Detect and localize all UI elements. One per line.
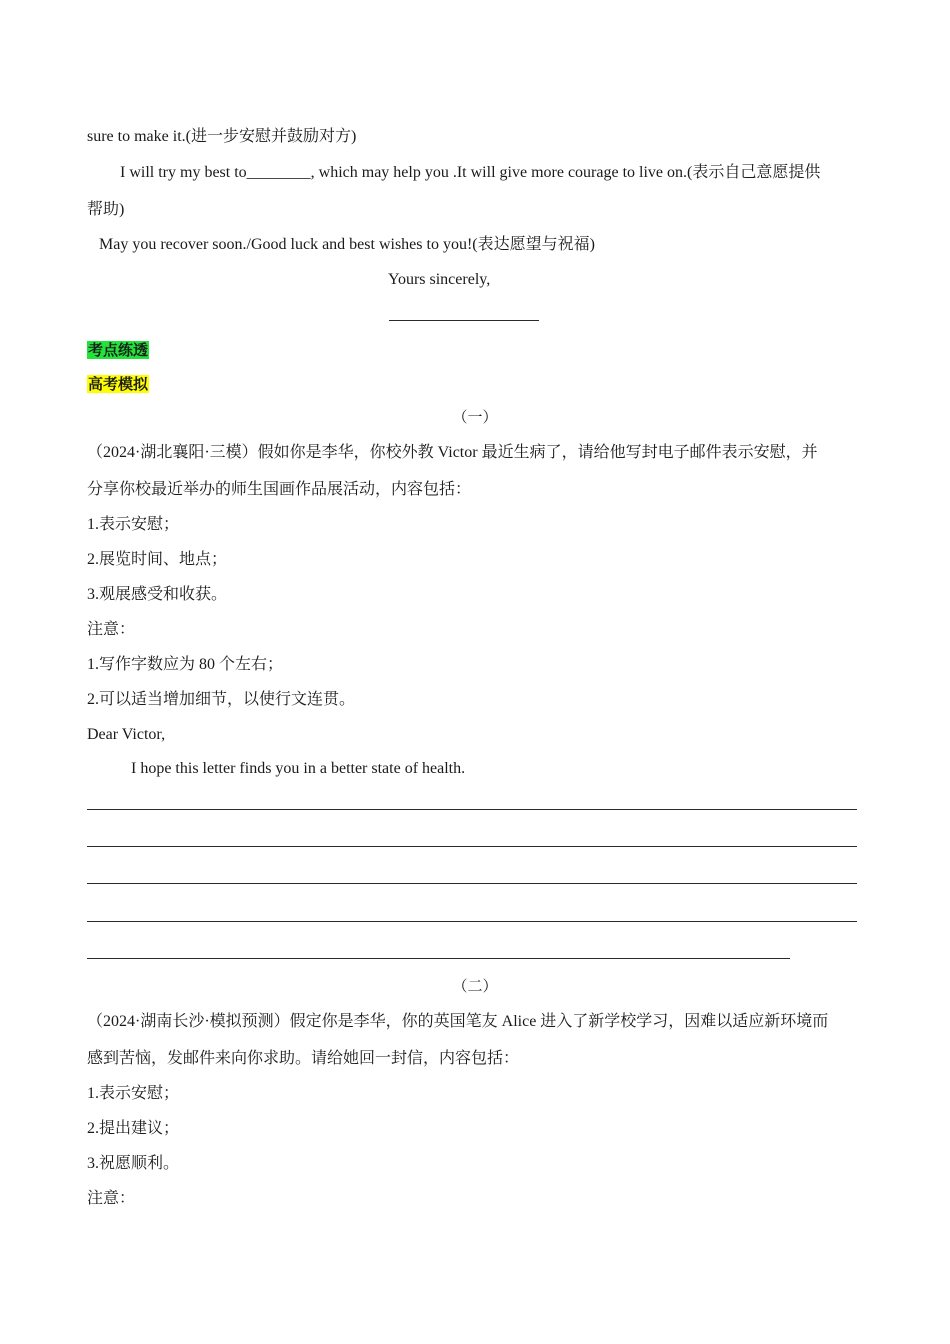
task2-point-2: 2.提出建议； bbox=[87, 1120, 180, 1137]
task2-number: （二） bbox=[452, 979, 498, 995]
task2-prompt-line-1: （2024·湖南长沙·模拟预测）假定你是李华，你的英国笔友 Alice 进入了新学校学习，因难以适应新环境而 bbox=[87, 1013, 829, 1030]
section-practice-label: 考点练透 bbox=[88, 341, 149, 359]
task1-notes-label: 注意： bbox=[87, 621, 136, 638]
section-practice-wrap bbox=[87, 340, 149, 361]
task1-note-1: 1.写作字数应为 80 个左右； bbox=[87, 656, 284, 673]
model-letter-line-1: sure to make it.(进一步安慰并鼓励对方) bbox=[87, 128, 357, 145]
model-letter-line-3: 帮助) bbox=[87, 201, 125, 218]
task2-prompt-line-2: 感到苦恼，发邮件来向你求助。请给她回一封信，内容包括： bbox=[87, 1050, 520, 1067]
task1-note-2: 2.可以适当增加细节，以使行文连贯。 bbox=[87, 691, 356, 708]
closing: Yours sincerely, bbox=[388, 271, 491, 288]
task1-prompt-line-1: （2024·湖北襄阳·三模）假如你是李华，你校外教 Victor 最近生病了，请给他写封电子邮件表示安慰，并 bbox=[87, 444, 818, 461]
section-mock-label: 高考模拟 bbox=[88, 375, 149, 393]
task2-notes-label: 注意： bbox=[87, 1190, 136, 1207]
writing-line bbox=[87, 846, 857, 847]
model-letter-line-4: May you recover soon./Good luck and best wishes to you!(表达愿望与祝福) bbox=[99, 236, 595, 253]
section-mock-wrap bbox=[87, 374, 149, 395]
writing-line bbox=[87, 958, 790, 959]
task2-point-1: 1.表示安慰； bbox=[87, 1085, 180, 1102]
writing-line bbox=[87, 883, 857, 884]
writing-line bbox=[87, 921, 857, 922]
task1-point-1: 1.表示安慰； bbox=[87, 516, 180, 533]
task1-opening: I hope this letter finds you in a better state of health. bbox=[131, 760, 466, 777]
task1-number: （一） bbox=[452, 410, 498, 426]
task1-prompt-line-2: 分享你校最近举办的师生国画作品展活动，内容包括： bbox=[87, 481, 472, 498]
writing-line bbox=[87, 809, 857, 810]
task1-point-3: 3.观展感受和收获。 bbox=[87, 586, 228, 603]
task2-point-3: 3.祝愿顺利。 bbox=[87, 1155, 180, 1172]
task1-point-2: 2.展览时间、地点； bbox=[87, 551, 228, 568]
task1-salutation: Dear Victor, bbox=[87, 726, 166, 743]
signature-line bbox=[389, 320, 539, 321]
model-letter-line-2: I will try my best to________, which may help you .It will give more courage to live on.(表示自己意愿提供 bbox=[120, 164, 821, 181]
